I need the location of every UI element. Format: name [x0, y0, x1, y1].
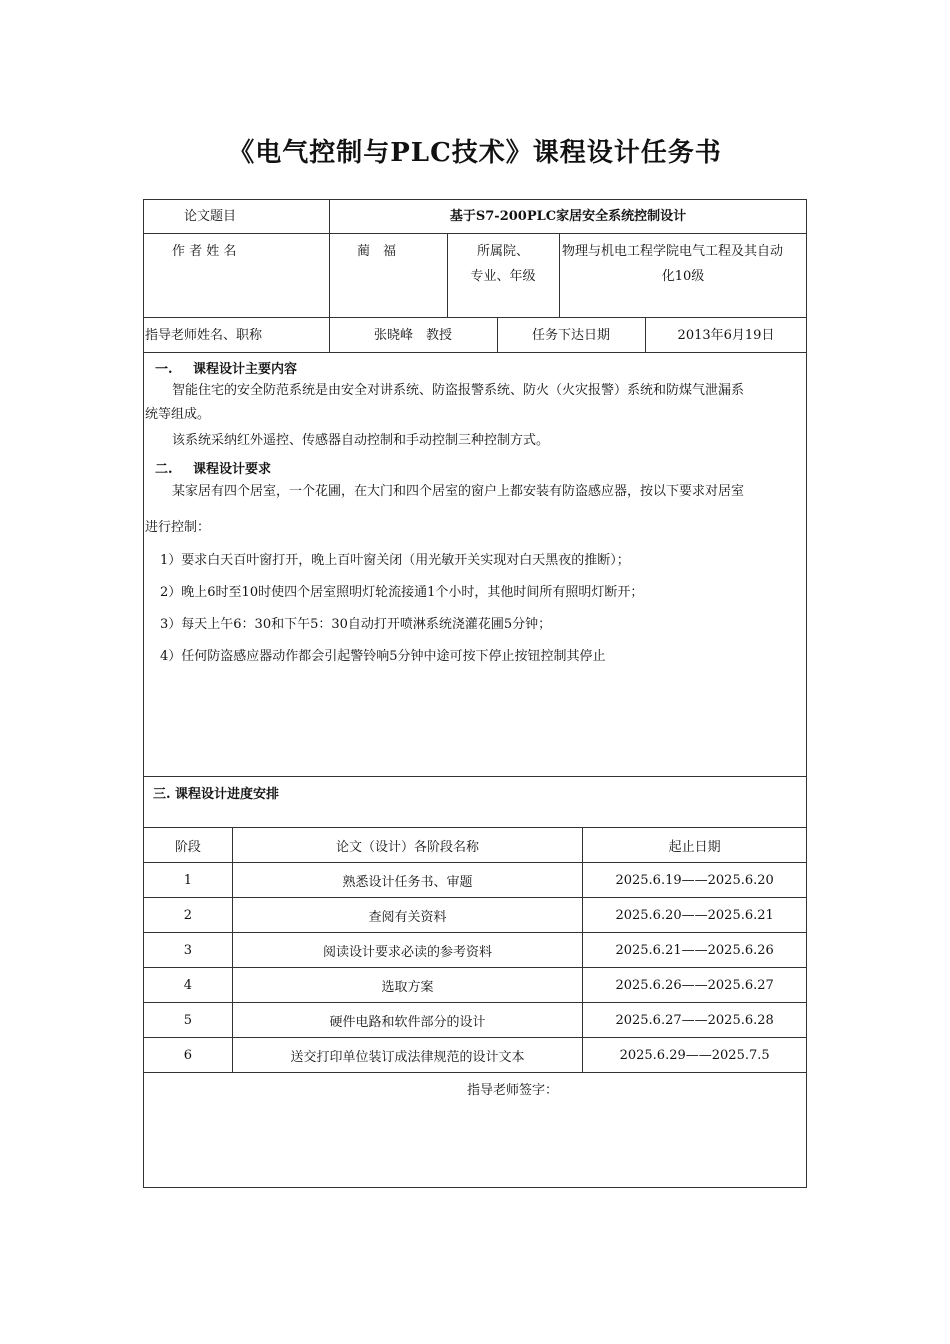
section2-para1-line1: 某家居有四个居室，一个花圃，在大门和四个居室的窗户上都安装有防盗感应器，按以下要求对居室 [172, 484, 745, 499]
column-header-stage: 阶段 [144, 828, 233, 863]
table-row [144, 968, 807, 1003]
stage-name-cell: 选取方案 [232, 968, 582, 1003]
section2-heading: 课程设计要求 [193, 462, 272, 477]
stage-date-cell: 2025.6.29——2025.7.5 [583, 1038, 807, 1073]
table-row [144, 933, 807, 968]
stage-cell: 1 [144, 863, 233, 898]
table-row [144, 1003, 807, 1038]
topic-value: 基于S7-200PLC家居安全系统控制设计 [449, 209, 687, 224]
stage-name-cell: 送交打印单位装订成法律规范的设计文本 [232, 1038, 582, 1073]
document-title: 《电气控制与PLC技术》课程设计任务书 [228, 138, 722, 168]
signature-label: 指导老师签字： [467, 1083, 559, 1098]
stage-date-cell: 2025.6.19——2025.6.20 [583, 863, 807, 898]
section2-number: 二. [155, 462, 173, 477]
dept-value-2: 化10级 [661, 269, 705, 284]
stage-date-cell: 2025.6.27——2025.6.28 [583, 1003, 807, 1038]
stage-date-cell: 2025.6.20——2025.6.21 [583, 898, 807, 933]
stage-cell: 6 [144, 1038, 233, 1073]
requirement-item-4: 4）任何防盗感应器动作都会引起警铃响5分钟中途可按下停止按钮控制其停止 [160, 649, 606, 664]
section1-para1-line1: 智能住宅的安全防范系统是由安全对讲系统、防盗报警系统、防火（火灾报警）系统和防煤气泄漏系 [172, 383, 745, 398]
stage-cell: 5 [144, 1003, 233, 1038]
column-header-date: 起止日期 [583, 828, 807, 863]
section2-para1-line2: 进行控制： [145, 520, 211, 535]
topic-label: 论文题目 [184, 209, 237, 224]
requirement-item-2: 2）晚上6时至10时使四个居室照明灯轮流接通1个小时，其他时间所有照明灯断开； [160, 585, 644, 600]
author-label: 作 者 姓 名 [172, 244, 237, 259]
table-row [144, 1038, 807, 1073]
table-row [144, 863, 807, 898]
dept-label-2: 专业、年级 [470, 269, 536, 284]
section1-heading: 课程设计主要内容 [193, 362, 298, 377]
stage-name-cell: 阅读设计要求必读的参考资料 [232, 933, 582, 968]
dept-label-1: 所属院、 [476, 244, 529, 259]
requirement-item-1: 1）要求白天百叶窗打开，晚上百叶窗关闭（用光敏开关实现对白天黑夜的推断）； [160, 553, 630, 568]
section1-para2: 该系统采纳红外遥控、传感器自动控制和手动控制三种控制方式。 [172, 433, 550, 448]
section1-number: 一. [155, 362, 173, 377]
stage-cell: 3 [144, 933, 233, 968]
advisor-label: 指导老师姓名、职称 [145, 328, 263, 343]
stage-name-cell: 硬件电路和软件部分的设计 [232, 1003, 582, 1038]
section1-para1-line2: 统等组成。 [145, 407, 211, 422]
stage-date-cell: 2025.6.26——2025.6.27 [583, 968, 807, 1003]
column-header-name: 论文（设计）各阶段名称 [232, 828, 582, 863]
table-row [144, 898, 807, 933]
dept-value-1: 物理与机电工程学院电气工程及其自动 [562, 244, 784, 259]
date-value: 2013年6月19日 [677, 328, 775, 343]
stage-name-cell: 熟悉设计任务书、审题 [232, 863, 582, 898]
stage-name-cell: 查阅有关资料 [232, 898, 582, 933]
section3-heading: 三. 课程设计进度安排 [153, 787, 280, 802]
stage-cell: 2 [144, 898, 233, 933]
stage-date-cell: 2025.6.21——2025.6.26 [583, 933, 807, 968]
stage-cell: 4 [144, 968, 233, 1003]
schedule-table [143, 827, 807, 1073]
advisor-value: 张晓峰 教授 [373, 328, 452, 343]
author-value: 蔺 福 [357, 244, 397, 259]
schedule-header-row [144, 828, 807, 863]
date-label: 任务下达日期 [531, 328, 610, 343]
requirement-item-3: 3）每天上午6：30和下午5：30自动打开喷淋系统浇灌花圃5分钟； [160, 617, 552, 632]
